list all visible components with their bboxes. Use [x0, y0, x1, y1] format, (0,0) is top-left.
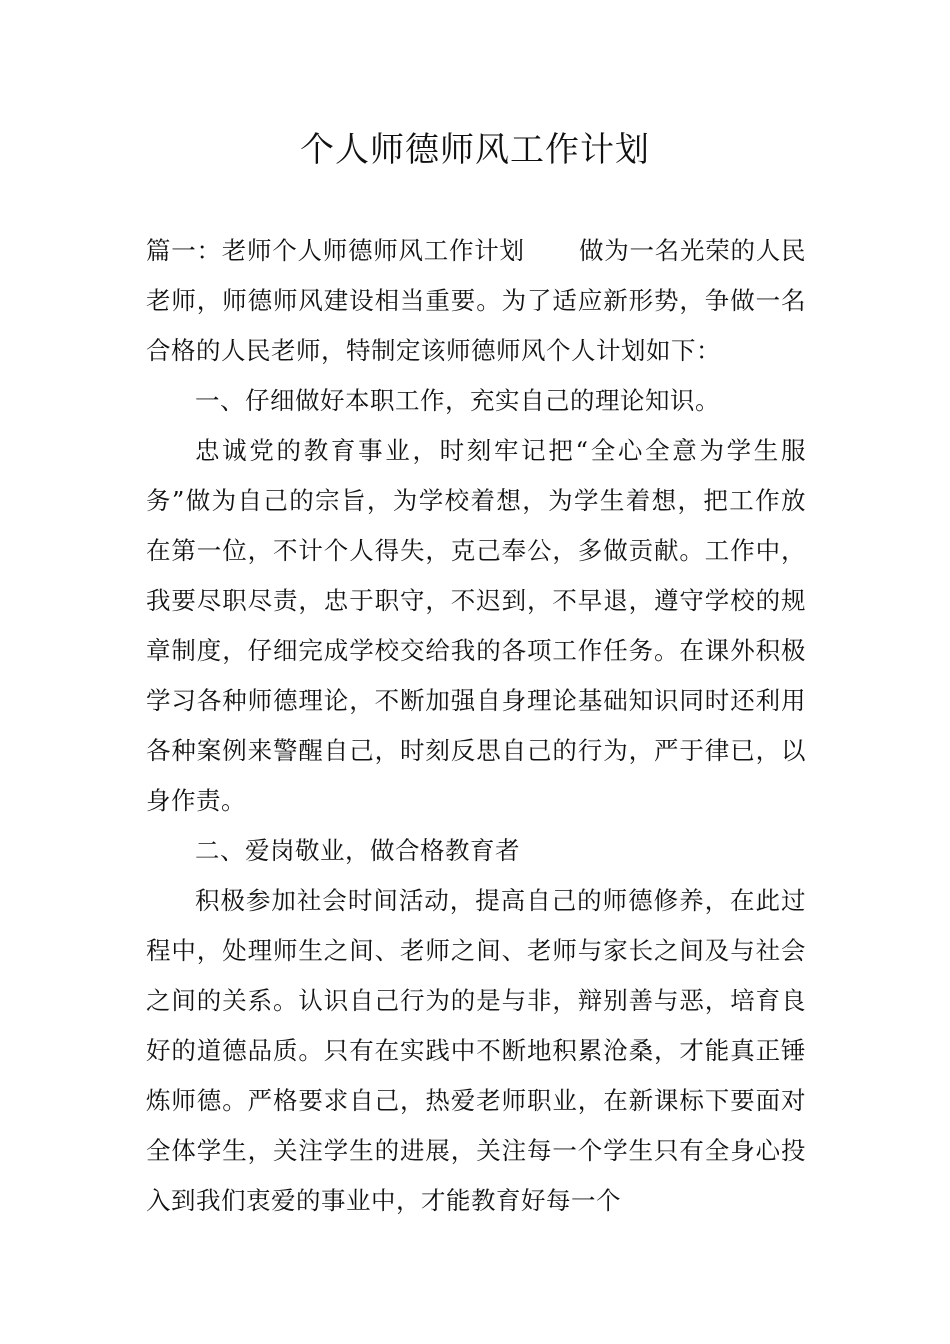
body-paragraph-2: 积极参加社会时间活动，提高自己的师德修养，在此过程中，处理师生之间、老师之间、老师与家长之间及与社会之间的关系。认识自己行为的是与非，辩别善与恶，培育良好的道德品质。只有在实践中不断地积累沧桑，才能真正锤炼师德。严格要求自己，热爱老师职业，在新课标下要面对全体学生，关注学生的进展，关注每一个学生只有全身心投入到我们衷爱的事业中，才能教育好每一个	[146, 886, 806, 1215]
section-heading-1: 一、仔细做好本职工作，充实自己的理论知识。	[195, 386, 720, 415]
document-body	[146, 226, 806, 1226]
intro-paragraph	[146, 226, 806, 376]
body-paragraph-1: 忠诚党的教育事业，时刻牢记把“全心全意为学生服务”做为自己的宗旨，为学校着想，为学生着想，把工作放在第一位，不计个人得失，克己奉公，多做贡献。工作中，我要尽职尽责，忠于职守，不迟到，不早退，遵守学校的规章制度，仔细完成学校交给我的各项工作任务。在课外积极学习各种师德理论，不断加强自身理论基础知识同时还利用各种案例来警醒自己，时刻反思自己的行为，严于律已，以身作责。	[146, 436, 806, 815]
intro-text: 做为一名光荣的人民老师，师德师风建设相当重要。为了适应新形势，争做一名合格的人民老师，特制定该师德师风个人计划如下：	[146, 236, 807, 365]
section-heading-2: 二、爱岗敬业，做合格教育者	[195, 836, 520, 865]
document-title: 个人师德师风工作计划	[300, 130, 650, 170]
intro-heading: 篇一：老师个人师德师风工作计划	[146, 236, 525, 265]
